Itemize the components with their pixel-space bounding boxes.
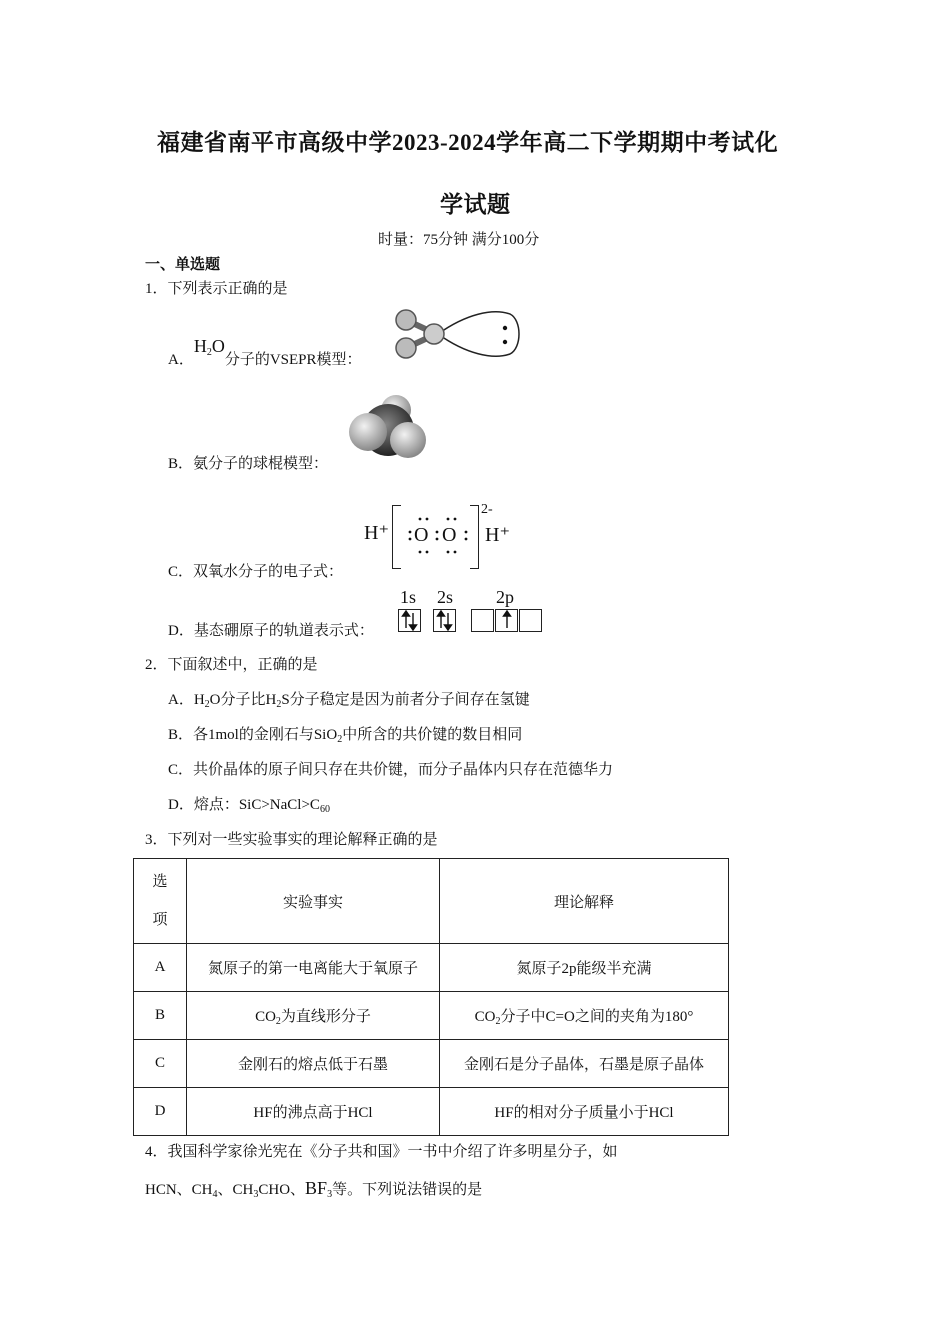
q2-stem: 2．下面叙述中，正确的是 — [145, 657, 318, 673]
charge-label: 2- — [481, 502, 493, 517]
q3-stem: 3．下列对一些实验事实的理论解释正确的是 — [145, 832, 438, 848]
q2-option-b: B．各1mol的金刚石与SiO$_2$中所含的共价键的数目相同 — [168, 727, 523, 745]
lone-pair-dots — [400, 510, 472, 560]
h2o-formula: $H_2O$ — [193, 336, 225, 358]
exam-meta: 时量：75分钟 满分100分 — [378, 232, 540, 248]
row-theory: 金刚石是分子晶体，石墨是原子晶体 — [440, 1040, 729, 1088]
q2-option-c: C．共价晶体的原子间只存在共价键，而分子晶体内只存在范德华力 — [168, 762, 614, 778]
table-row — [134, 1088, 729, 1136]
ammonia-model-image — [346, 392, 430, 466]
document-title-line1: 福建省南平市高级中学2023-2024学年高二下学期期中考试化 — [157, 130, 779, 155]
row-fact: $CO_2$为直线形分子 — [187, 992, 440, 1040]
table-header-row — [134, 859, 729, 944]
q4-stem-line2: HCN、$CH_4$、$CH_3CHO$、$BF_3$等。下列说法错误的是 — [145, 1178, 483, 1200]
q1-stem: 1．下列表示正确的是 — [145, 281, 288, 297]
row-theory: $CO_2$分子中C=O之间的夹角为180° — [440, 992, 729, 1040]
q2-option-a: A．$H_2O$分子比$H_2S$分子稳定是因为前者分子间存在氢键 — [168, 692, 530, 710]
vsepr-model-image — [388, 306, 524, 364]
q2-option-d: D．熔点：$SiC>NaCl>C_{60}$ — [168, 797, 330, 815]
document-title-line2: 学试题 — [440, 192, 511, 217]
row-fact: 氮原子的第一电离能大于氧原子 — [187, 944, 440, 992]
q1-option-b: B．氨分子的球棍模型： — [168, 456, 329, 472]
option-label: A． — [168, 352, 194, 368]
orbital-label-2s: 2s — [437, 587, 454, 607]
row-option: C — [134, 1040, 187, 1088]
header-theory: 理论解释 — [440, 859, 729, 944]
electron-arrows — [398, 609, 543, 632]
row-fact: HF的沸点高于HCl — [187, 1088, 440, 1136]
oxygen-atom-1: O — [414, 524, 429, 546]
section-heading: 一、单选题 — [145, 257, 221, 273]
q4-stem-line1: 4．我国科学家徐光宪在《分子共和国》一书中介绍了许多明星分子，如 — [145, 1144, 618, 1160]
row-fact: 金刚石的熔点低于石墨 — [187, 1040, 440, 1088]
table-row — [134, 944, 729, 992]
q1-option-c: C．双氧水分子的电子式： — [168, 564, 344, 580]
row-option: B — [134, 992, 187, 1040]
bracket-right — [470, 505, 479, 569]
oxygen-atom-2: O — [442, 524, 457, 546]
h-plus-left: H⁺ — [364, 522, 389, 544]
option-text: 分子的VSEPR模型： — [224, 352, 362, 368]
q1-option-d: D．基态硼原子的轨道表示式： — [168, 623, 374, 639]
header-option: 选 项 — [134, 859, 187, 944]
row-theory: 氮原子2p能级半充满 — [440, 944, 729, 992]
q3-table — [133, 858, 729, 1136]
q1-option-a — [168, 336, 362, 368]
row-theory: HF的相对分子质量小于HCl — [440, 1088, 729, 1136]
table-row — [134, 1040, 729, 1088]
row-option: D — [134, 1088, 187, 1136]
orbital-label-2p: 2p — [496, 587, 514, 607]
h-plus-right: H⁺ — [485, 524, 510, 546]
header-fact: 实验事实 — [187, 859, 440, 944]
orbital-label-1s: 1s — [400, 587, 417, 607]
row-option: A — [134, 944, 187, 992]
table-row — [134, 992, 729, 1040]
